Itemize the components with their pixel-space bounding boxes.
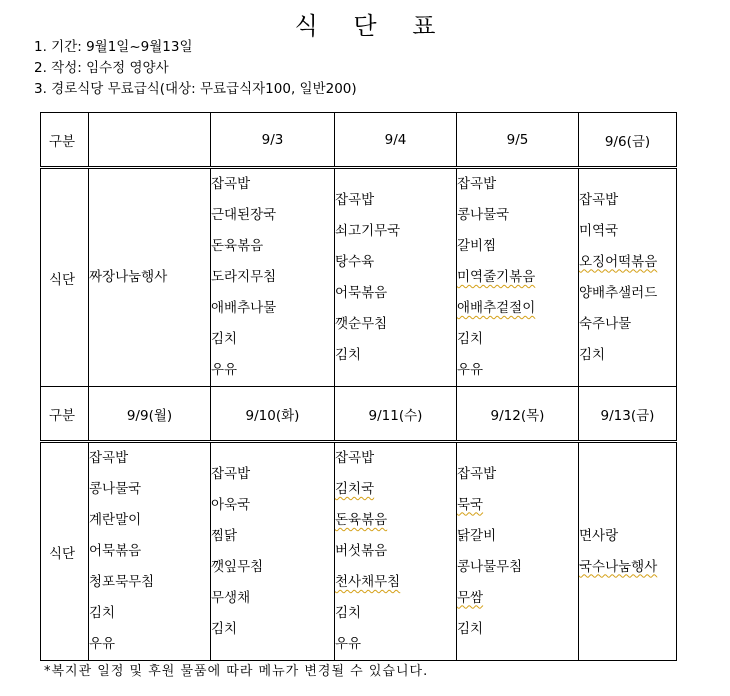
menu-item: 탕수육 xyxy=(335,253,375,270)
menu-item: 콩나물국 xyxy=(457,207,510,223)
week1-menu-col-5 xyxy=(579,168,677,387)
menu-item: 숙주나물 xyxy=(579,315,632,332)
week2-day-3: 9/11(수) xyxy=(335,387,457,442)
week1-day-5: 9/6(금) xyxy=(579,113,677,168)
week2-day-4: 9/12(목) xyxy=(457,387,579,442)
menu-item: 김치 xyxy=(457,331,484,347)
week1-day-3: 9/4 xyxy=(335,113,457,168)
menu-item: 찜닭 xyxy=(211,527,238,544)
week2-menu-col-2 xyxy=(211,442,335,661)
menu-item: 애배추나물 xyxy=(211,300,277,316)
menu-item: 어묵볶음 xyxy=(335,284,388,301)
menu-item: 계란말이 xyxy=(89,512,142,528)
menu-item xyxy=(457,262,578,293)
week2-row-label: 식단 xyxy=(41,442,89,661)
menu-item: 닭갈비 xyxy=(457,527,497,544)
menu-item: 잡곡밥 xyxy=(211,176,251,192)
menu-item: 콩나물국 xyxy=(89,481,142,497)
menu-item: 청포묵무침 xyxy=(89,574,155,590)
menu-item: 면사랑 xyxy=(579,527,619,544)
menu-item: 우유 xyxy=(457,362,484,378)
menu-item: 도라지무침 xyxy=(211,269,277,285)
menu-item xyxy=(335,505,456,536)
week1-row-label: 식단 xyxy=(41,168,89,387)
menu-item: 우유 xyxy=(89,636,116,652)
menu-item: 김치 xyxy=(89,605,116,621)
week1-day-1 xyxy=(89,113,211,168)
week2-menu-col-3 xyxy=(335,442,457,661)
menu-item: 미역국 xyxy=(579,222,619,239)
week1-menu-col-2 xyxy=(211,168,335,387)
menu-item xyxy=(335,567,456,598)
menu-item-text: 천사채무침 xyxy=(335,574,401,590)
menu-item: 버섯볶음 xyxy=(335,543,388,559)
menu-item: 돈육볶음 xyxy=(211,238,264,254)
menu-item: 김치 xyxy=(579,346,606,363)
menu-item: 김치 xyxy=(211,620,238,637)
menu-item: 갈비찜 xyxy=(457,238,497,254)
menu-item: 김치 xyxy=(335,605,362,621)
week2-day-1: 9/9(월) xyxy=(89,387,211,442)
menu-item: 김치 xyxy=(335,346,362,363)
week2-menu-col-1 xyxy=(89,442,211,661)
menu-item-text: 국수나눔행사 xyxy=(579,558,658,575)
info-target xyxy=(34,79,357,100)
menu-item: 잡곡밥 xyxy=(335,450,375,466)
menu-item xyxy=(457,490,578,521)
menu-item-text: 애배추겉절이 xyxy=(457,300,536,316)
week2-menu-col-5 xyxy=(579,442,677,661)
menu-item xyxy=(579,247,676,278)
menu-item-text: 오징어떡볶음 xyxy=(579,253,658,270)
menu-item: 잡곡밥 xyxy=(211,465,251,482)
menu-item-text: 미역줄기볶음 xyxy=(457,269,536,285)
info-list xyxy=(34,37,357,100)
info-period xyxy=(34,37,357,58)
week2-day-5: 9/13(금) xyxy=(579,387,677,442)
menu-item: 쇠고기무국 xyxy=(335,222,401,239)
menu-item: 우유 xyxy=(211,362,238,378)
menu-table xyxy=(40,112,677,661)
menu-item: 양배추샐러드 xyxy=(579,284,658,301)
menu-item: 근대된장국 xyxy=(211,207,277,223)
week2-menu-row xyxy=(41,442,677,661)
menu-item xyxy=(457,293,578,324)
menu-item: 무생채 xyxy=(211,589,251,606)
menu-item: 우유 xyxy=(335,636,362,652)
week1-day-2: 9/3 xyxy=(211,113,335,168)
week1-menu-col-4 xyxy=(457,168,579,387)
info-target-text: 3. 경로식당 무료급식(대상: 무료급식자100, 일반200) xyxy=(34,81,357,97)
week1-header-row xyxy=(41,113,677,168)
menu-item: 콩나물무침 xyxy=(457,558,523,575)
menu-item: 잡곡밥 xyxy=(89,450,129,466)
week1-menu-row xyxy=(41,168,677,387)
info-period-text: 1. 기간: 9월1일~9월13일 xyxy=(34,39,193,55)
week2-header-label: 구분 xyxy=(41,387,89,442)
menu-item-text: 돈육볶음 xyxy=(335,512,388,528)
menu-item: 잡곡밥 xyxy=(457,176,497,192)
menu-item xyxy=(457,583,578,614)
menu-item: 잡곡밥 xyxy=(579,191,619,208)
menu-item: 잡곡밥 xyxy=(457,465,497,482)
page-title: 식 단 표 xyxy=(294,12,450,40)
menu-item: 김치 xyxy=(211,331,238,347)
week1-day-4: 9/5 xyxy=(457,113,579,168)
info-author xyxy=(34,58,357,79)
menu-item-text: 무쌈 xyxy=(457,589,484,606)
menu-item: 어묵볶음 xyxy=(89,543,142,559)
menu-item: 아욱국 xyxy=(211,496,251,513)
menu-item: 잡곡밥 xyxy=(335,191,375,208)
menu-item: 깻잎무침 xyxy=(211,558,264,575)
week1-menu-col-3 xyxy=(335,168,457,387)
menu-item xyxy=(579,552,676,583)
week2-menu-col-4 xyxy=(457,442,579,661)
menu-item xyxy=(335,474,456,505)
menu-item-text: 묵국 xyxy=(457,496,484,513)
week2-header-row xyxy=(41,387,677,442)
menu-item: 김치 xyxy=(457,620,484,637)
menu-item-text: 김치국 xyxy=(335,481,375,497)
menu-item: 짜장나눔행사 xyxy=(89,269,168,285)
week1-header-label: 구분 xyxy=(41,113,89,168)
footnote: *복지관 일정 및 후원 물품에 따라 메뉴가 변경될 수 있습니다. xyxy=(44,664,429,679)
menu-item: 깻순무침 xyxy=(335,315,388,332)
week2-day-2: 9/10(화) xyxy=(211,387,335,442)
week1-menu-col-1 xyxy=(89,168,211,387)
info-author-text: 2. 작성: 임수정 영양사 xyxy=(34,60,169,76)
